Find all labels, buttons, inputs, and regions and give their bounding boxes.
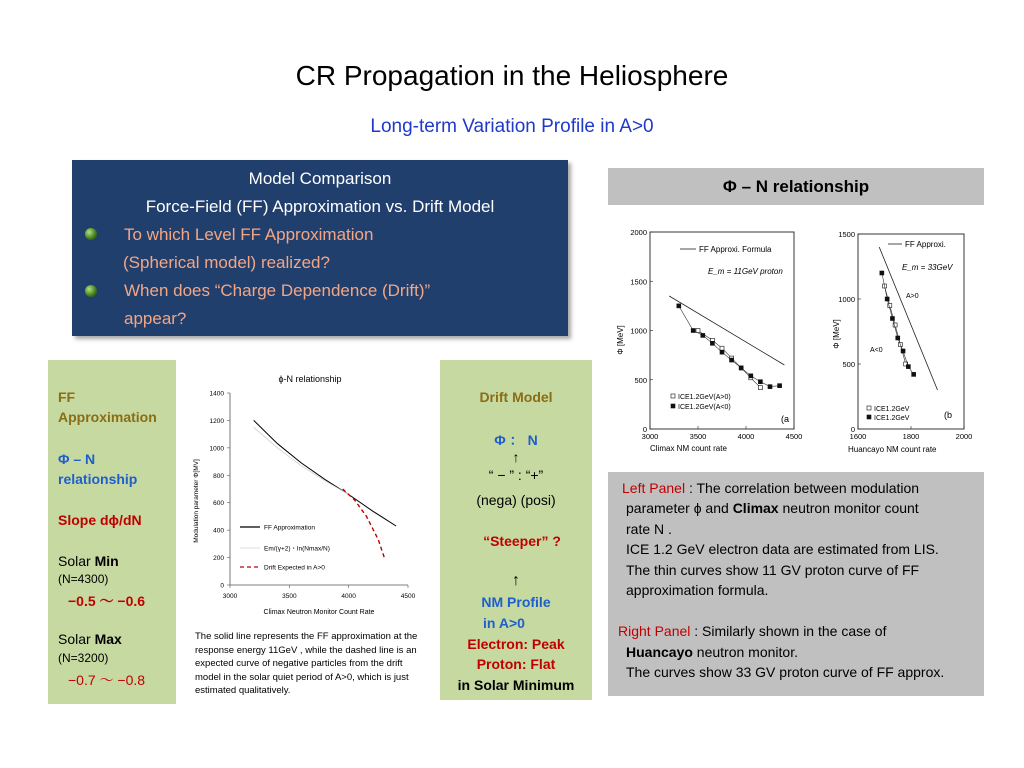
left-panel-text-a: : The correlation between modulation [685,480,920,496]
x-tick-label: 2000 [955,432,973,441]
legend-marker [867,415,871,419]
data-point [758,386,762,390]
y-tick-label: 1000 [630,326,647,336]
data-point [691,329,695,333]
y-tick-label: 1000 [209,445,224,453]
x-tick-label: 1600 [849,432,867,441]
question-2-line-1: When does “Charge Dependence (Drift)” [124,281,431,300]
ff-line2: Approximation [58,409,157,425]
drift-in-a0: in A>0 [483,615,525,631]
chart-a-legend [671,245,783,411]
chart-b-annotation-a-negative: A<0 [870,347,883,354]
slide-title: CR Propagation in the Heliosphere [295,60,729,91]
legend-entry: Drift Expected in A>0 [264,564,325,572]
chart-series [254,420,396,557]
data-point [739,366,743,370]
model-comparison-box [72,160,568,336]
left-panel-line-2 [626,500,919,516]
question-1-line-2: (Spherical model) realized? [123,253,330,272]
data-point [890,317,894,321]
left-panel-line-4: ICE 1.2 GeV electron data are estimated from LIS. [626,541,939,557]
drift-model-panel [440,360,592,700]
green-bullet-icon [85,228,97,240]
phi-n-header: Φ – N relationship [608,168,984,205]
left-panel-label: Left Panel [622,480,686,496]
legend-marker [671,404,675,408]
y-tick-label: 500 [842,360,855,369]
legend-entry: ICE1.2GeV [874,415,910,422]
y-tick-label: 1500 [630,277,647,287]
solar-min-prefix: Solar [58,553,95,569]
y-tick-label: 200 [213,555,224,563]
left-panel-text-b: parameter ϕ and [626,500,733,516]
x-tick-label: 4500 [400,593,416,600]
solar-min-value: −0.5 ～ −0.6 [68,593,146,609]
phi-n-relationship-chart [188,368,428,620]
y-tick-label: 1400 [209,390,224,398]
x-tick-label: 4000 [341,593,356,600]
data-point [701,333,705,337]
y-tick-label: 1200 [209,417,224,425]
x-tick-label: 3000 [222,593,238,600]
y-tick-label: 400 [213,527,224,535]
question-1-line-1: To which Level FF Approximation [124,225,374,244]
x-tick-label: 4000 [737,432,755,441]
drift-solar-min: in Solar Minimum [457,677,575,693]
data-point [906,365,910,369]
drift-signs: “ − ” : “+” [488,467,544,483]
left-panel-line-5: The thin curves show 11 GV proton curve of FF [626,562,920,578]
drift-title: Drift Model [479,389,553,405]
model-comparison-heading: Model Comparison [248,169,392,188]
chart-y-axis-label: Modulation parameter Φ[MV] [193,459,200,543]
chart-b-x-label: Huancayo NM count rate [848,445,937,454]
right-panel-text-b-end: neutron monitor. [692,644,798,660]
legend-entry: E_m = 11GeV proton [708,267,783,276]
solar-max-prefix: Solar [58,631,95,647]
data-point [768,385,772,389]
data-point [912,372,916,376]
question-2-line-2: appear? [124,309,187,328]
chart-a-x-label: Climax NM count rate [650,444,727,453]
left-panel-line-1 [622,480,919,496]
legend-marker [671,394,675,398]
chart-b-panel-label: (b [944,410,953,420]
right-panel-line-3: The curves show 33 GV proton curve of FF approx. [626,664,945,680]
chart-a-series [669,296,784,390]
data-point [730,358,734,362]
slide-subtitle: Long-term Variation Profile in A>0 [370,116,654,137]
left-panel-line-6: approximation formula. [626,582,769,598]
x-tick-label: 1800 [902,432,920,441]
legend-marker [867,406,871,410]
drift-steeper: “Steeper” ? [483,533,561,549]
chart-legend [240,525,330,572]
series-line-0 [254,420,396,526]
solar-max-value: −0.7 ～ −0.8 [68,672,146,688]
climax-phi-chart [610,222,803,454]
drift-phi-n: Φ ： N [494,432,538,448]
legend-entry: Em/(γ+2)・ln(Nmax/N) [264,545,330,553]
chart-a-panel-label: (a [781,414,790,424]
left-panel-climax: Climax [732,500,779,516]
legend-entry: E_m = 33GeV [902,263,953,272]
right-panel-line-2 [626,644,798,660]
up-arrow-icon: ↑ [512,572,520,589]
model-comparison-subheading: Force-Field (FF) Approximation vs. Drift Model [145,197,495,216]
solar-max-word: Max [94,631,122,647]
chart-x-axis-label: Climax Neutron Monitor Count Rate [263,609,375,616]
data-connector [679,306,780,387]
ff-curve-line [669,296,784,365]
chart-caption: The solid line represents the FF approximation at the response energy 11GeV , while the dashed line is an expected curve of negative particles from the drift model in the solar quiet period of A>0, which is just estimated qualitatively. [195,631,418,696]
data-point [901,349,905,353]
legend-entry: FF Approxi. Formula [699,245,772,254]
description-box [608,472,984,696]
right-panel-huancayo: Huancayo [626,644,693,660]
legend-entry: ICE1.2GeV(A>0) [678,394,731,401]
data-point [896,336,900,340]
y-tick-label: 800 [213,472,224,480]
solar-max-label [58,631,122,647]
legend-entry: ICE1.2GeV(A<0) [678,404,731,411]
x-tick-label: 4500 [785,432,803,441]
solar-max-n: (N=3200) [58,651,109,665]
y-tick-label: 1500 [838,230,855,239]
series-line-1 [254,427,349,494]
data-point [677,304,681,308]
drift-sign-names: (nega) (posi) [476,492,556,508]
ff-line1: FF [58,389,76,405]
left-panel-line-3: rate N . [626,521,672,537]
solar-min-label [58,553,119,569]
legend-entry: FF Approxi. [905,240,946,249]
drift-nm-profile: NM Profile [481,594,551,610]
data-point [710,341,714,345]
x-tick-label: 3000 [641,432,659,441]
green-bullet-icon [85,285,97,297]
y-tick-label: 1000 [838,295,855,304]
ff-approximation-panel [48,360,176,704]
left-panel-text-b-end: neutron monitor count [778,500,919,516]
chart-b-y-label: Φ [MeV] [832,319,841,349]
data-point [758,380,762,384]
series-line-2 [343,489,385,558]
drift-proton: Proton: Flat [476,656,556,672]
drift-electron: Electron: Peak [467,636,565,652]
y-tick-label: 0 [642,425,647,434]
y-tick-label: 2000 [630,228,647,237]
x-tick-label: 3500 [282,593,297,600]
chart-b-annotation-a-positive: A>0 [906,293,919,300]
data-point [885,297,889,301]
legend-entry: FF Approximation [264,524,315,532]
y-tick-label: 0 [850,425,855,434]
y-tick-label: 0 [220,582,224,590]
ff-slope: Slope dϕ/dN [58,512,142,528]
data-point [778,384,782,388]
right-panel-line-1 [618,623,886,639]
solar-min-word: Min [94,553,119,569]
right-panel-text-a: : Similarly shown in the case of [690,623,887,639]
data-point [749,374,753,378]
right-panel-label: Right Panel [618,623,691,639]
data-point [880,271,884,275]
chart-b-legend [867,240,953,422]
ff-line4: relationship [58,471,138,487]
huancayo-phi-chart [826,226,986,456]
solar-min-n: (N=4300) [58,572,109,586]
data-point [720,350,724,354]
chart-a-y-label: Φ [MeV] [616,325,625,355]
legend-entry: ICE1.2GeV [874,406,910,413]
data-point [720,346,724,350]
x-tick-label: 3500 [689,432,707,441]
y-tick-label: 500 [634,375,647,385]
up-arrow-icon: ↑ [512,449,520,465]
chart-title: ϕ-N relationship [278,374,342,384]
chart-axes [230,393,408,585]
ff-line3: Φ – N [58,451,96,467]
y-tick-label: 600 [213,500,224,508]
